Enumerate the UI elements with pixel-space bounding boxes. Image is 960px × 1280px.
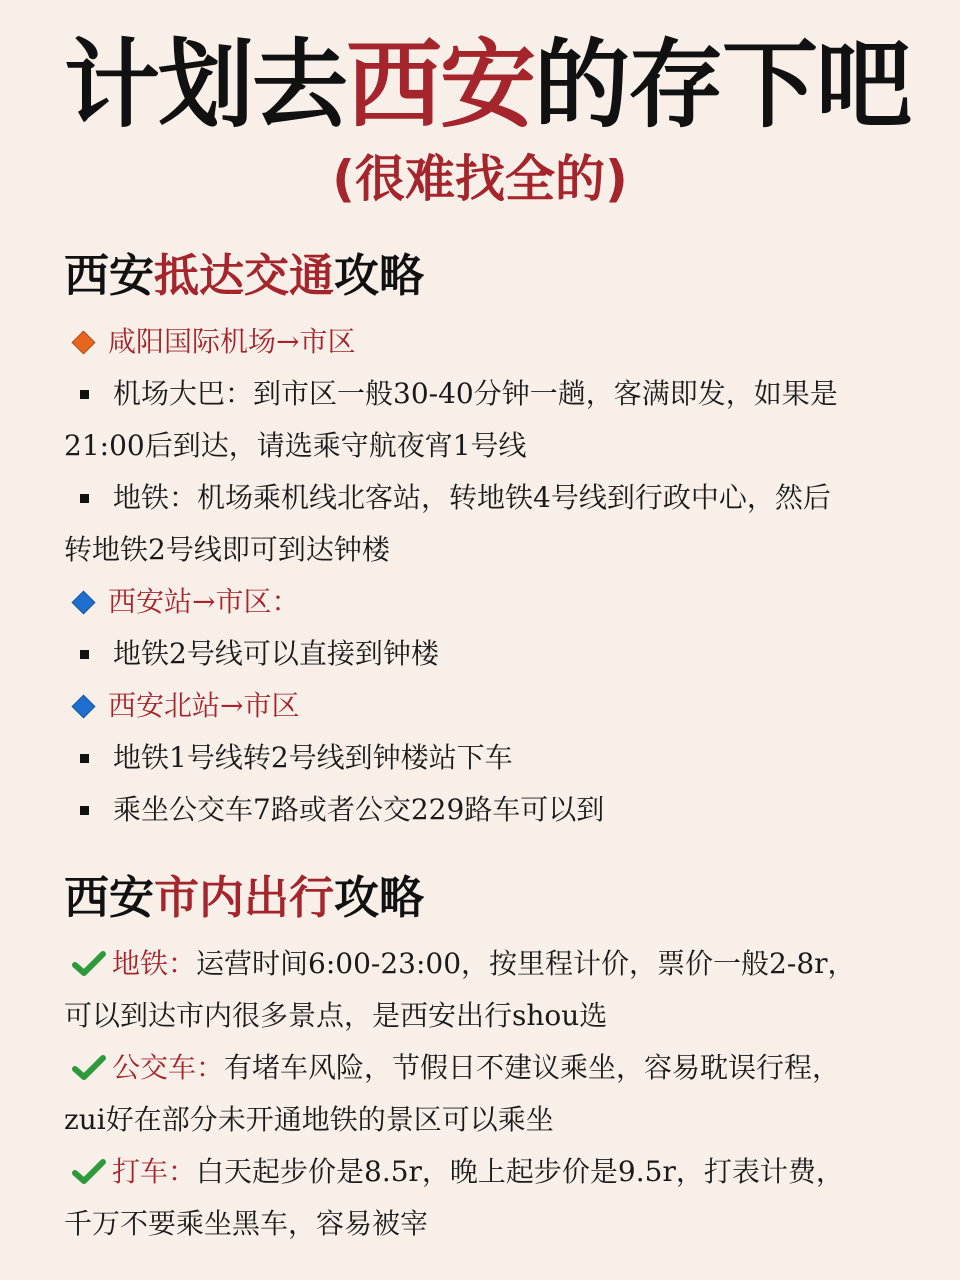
arrival-heading-red: 抵达交通 bbox=[154, 249, 335, 302]
bullet-icon bbox=[80, 390, 89, 399]
title-part-2-red: 西安 bbox=[346, 29, 534, 141]
arrival-heading-post: 攻略 bbox=[334, 249, 425, 302]
arrival-heading-pre: 西安 bbox=[64, 249, 155, 302]
list-item bbox=[64, 732, 896, 784]
bus-item bbox=[64, 1042, 896, 1094]
bullet-icon bbox=[80, 754, 89, 763]
bullet-icon bbox=[80, 494, 89, 503]
taxi-line-1: 白天起步价是8.5r，晚上起步价是9.5r，打表计费， bbox=[196, 1155, 844, 1188]
city-section-heading bbox=[64, 868, 896, 928]
check-icon bbox=[72, 1158, 106, 1186]
north-station-subheading bbox=[64, 680, 896, 732]
page-title bbox=[64, 0, 910, 144]
airport-bus-line-1: 机场大巴：到市区一般30-40分钟一趟，客满即发，如果是 bbox=[113, 377, 838, 410]
north-station-label: 西安北站→市区 bbox=[108, 689, 300, 722]
bullet-icon bbox=[80, 650, 89, 659]
list-item bbox=[64, 368, 896, 420]
list-item bbox=[64, 628, 896, 680]
title-part-3: 的存下吧 bbox=[534, 29, 910, 141]
xian-station-label: 西安站→市区： bbox=[108, 585, 300, 618]
airport-metro-line-2: 转地铁2号线即可到达钟楼 bbox=[64, 533, 390, 566]
city-heading-red: 市内出行 bbox=[154, 871, 335, 924]
xian-station-subheading bbox=[64, 576, 896, 628]
city-heading-pre: 西安 bbox=[64, 871, 155, 924]
bus-label: 公交车： bbox=[112, 1051, 225, 1084]
bullet-icon bbox=[80, 806, 89, 815]
metro-item bbox=[64, 938, 896, 990]
metro-line-1: 运营时间6:00-23:00，按里程计价，票价一般2-8r， bbox=[196, 947, 856, 980]
list-item bbox=[64, 784, 896, 836]
city-section-body bbox=[64, 938, 896, 1250]
taxi-item bbox=[64, 1146, 896, 1198]
north-station-item-1: 地铁1号线转2号线到钟楼站下车 bbox=[113, 741, 513, 774]
arrival-section-body bbox=[64, 316, 896, 836]
bus-line-2: zui好在部分未开通地铁的景区可以乘坐 bbox=[64, 1103, 554, 1136]
airport-label: 咸阳国际机场→市区 bbox=[108, 325, 356, 358]
blue-diamond-icon bbox=[71, 590, 95, 614]
metro-line-2: 可以到达市内很多景点，是西安出行shou选 bbox=[64, 999, 608, 1032]
city-heading-post: 攻略 bbox=[334, 871, 425, 924]
check-icon bbox=[72, 950, 106, 978]
taxi-label: 打车： bbox=[112, 1155, 197, 1188]
taxi-line-2: 千万不要乘坐黑车，容易被宰 bbox=[64, 1207, 429, 1240]
page-subtitle: (很难找全的) bbox=[332, 150, 628, 208]
bus-line-1: 有堵车风险，节假日不建议乘坐，容易耽误行程， bbox=[224, 1051, 841, 1084]
title-part-1: 计划去 bbox=[64, 29, 346, 141]
list-item bbox=[64, 472, 896, 524]
xian-station-item-1: 地铁2号线可以直接到钟楼 bbox=[113, 637, 439, 670]
airport-subheading bbox=[64, 316, 896, 368]
north-station-item-2: 乘坐公交车7路或者公交229路车可以到 bbox=[113, 793, 605, 826]
arrival-section-heading bbox=[64, 246, 896, 306]
metro-label: 地铁： bbox=[112, 947, 197, 980]
airport-bus-line-2: 21:00后到达，请选乘守航夜宵1号线 bbox=[64, 429, 527, 462]
airport-metro-line-1: 地铁：机场乘机线北客站，转地铁4号线到行政中心，然后 bbox=[113, 481, 831, 514]
check-icon bbox=[72, 1054, 106, 1082]
orange-diamond-icon bbox=[71, 330, 95, 354]
blue-diamond-icon bbox=[71, 694, 95, 718]
